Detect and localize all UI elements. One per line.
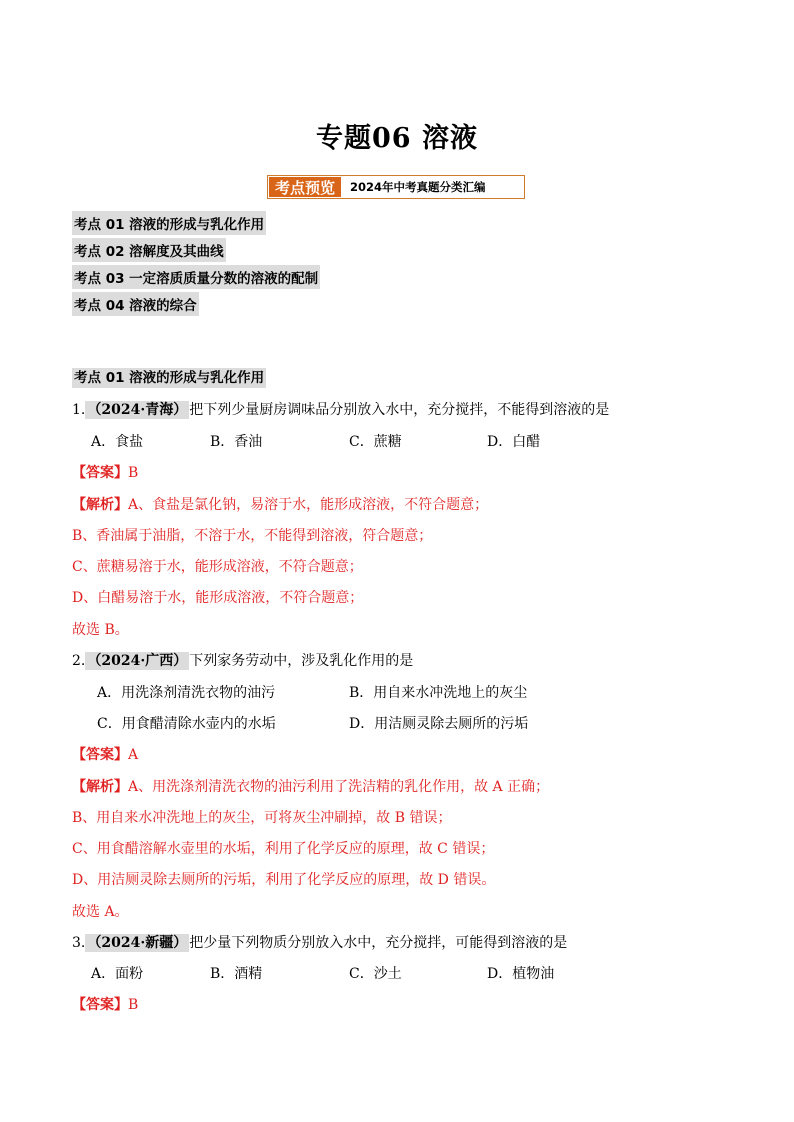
q3-option-b: B．酒精	[210, 966, 263, 982]
q1-analysis-1: A、食盐是氯化钠，易溶于水，能形成溶液，不符合题意；	[128, 497, 489, 513]
q3-source: （2024·新疆）	[87, 935, 188, 951]
q2-option-a: A．用洗涤剂清洗衣物的油污	[97, 685, 276, 701]
preview-banner	[267, 175, 525, 199]
q1-answer-line	[72, 462, 138, 482]
toc-item-3: 考点 03 一定溶质质量分数的溶液的配制	[72, 265, 320, 289]
q2-analysis-line-4: D、用洁厕灵除去厕所的污垢，利用了化学反应的原理，故 D 错误。	[72, 872, 496, 888]
q3-stem: 把少量下列物质分别放入水中，充分搅拌，可能得到溶液的是	[189, 935, 568, 951]
q1-number: 1.	[72, 402, 86, 418]
q2-analysis-1: A、用洗涤剂清洗衣物的油污利用了洗洁精的乳化作用，故 A 正确；	[128, 779, 550, 795]
q1-analysis-line-4: D、白醋易溶于水，能形成溶液，不符合题意；	[72, 590, 364, 606]
q3-stem-line	[72, 932, 567, 952]
q2-option-d: D．用洁厕灵除去厕所的污垢	[349, 716, 529, 732]
q2-analysis-line-2: B、用自来水冲洗地上的灰尘，可将灰尘冲刷掉，故 B 错误；	[72, 810, 452, 826]
section-heading: 考点 01 溶液的形成与乳化作用	[74, 370, 265, 386]
banner-text: 2024年中考真题分类汇编	[350, 180, 486, 194]
q1-conclusion: 故选 B。	[72, 622, 129, 638]
q2-stem: 下列家务劳动中，涉及乳化作用的是	[189, 653, 414, 669]
q3-option-c: C．沙土	[349, 966, 402, 982]
q2-conclusion: 故选 A。	[72, 904, 129, 920]
q1-answer: B	[128, 465, 139, 481]
q1-stem: 把下列少量厨房调味品分别放入水中，充分搅拌，不能得到溶液的是	[189, 402, 610, 418]
q1-answer-label: 【答案】	[72, 465, 128, 481]
q2-source: （2024·广西）	[87, 653, 188, 669]
q2-answer-label: 【答案】	[72, 747, 128, 763]
q1-analysis-line-1	[72, 494, 488, 514]
q3-answer-label: 【答案】	[72, 997, 128, 1013]
q1-option-a: A．食盐	[91, 434, 144, 450]
toc-item-1: 考点 01 溶液的形成与乳化作用	[72, 211, 266, 235]
page-title: 专题06 溶液	[316, 123, 478, 154]
banner-tag: 考点预览	[269, 177, 341, 197]
toc-item-2: 考点 02 溶解度及其曲线	[72, 238, 226, 262]
q2-option-b: B．用自来水冲洗地上的灰尘	[349, 685, 528, 701]
q3-number: 3.	[72, 935, 86, 951]
q3-answer: B	[128, 997, 139, 1013]
q2-stem-line	[72, 650, 413, 670]
q2-option-c: C．用食醋清除水壶内的水垢	[97, 716, 276, 732]
q2-answer: A	[128, 747, 139, 763]
q1-source: （2024·青海）	[87, 402, 188, 418]
q1-analysis-label: 【解析】	[72, 497, 128, 513]
toc-list	[72, 211, 320, 319]
q2-analysis-line-1	[72, 776, 549, 796]
q3-option-a: A．面粉	[91, 966, 144, 982]
section-heading-line	[72, 366, 266, 386]
q2-analysis-line-3: C、用食醋溶解水壶里的水垢，利用了化学反应的原理，故 C 错误；	[72, 841, 495, 857]
q3-answer-line	[72, 994, 138, 1014]
q1-analysis-line-3: C、蔗糖易溶于水，能形成溶液，不符合题意；	[72, 559, 363, 575]
q2-number: 2.	[72, 653, 86, 669]
q3-option-d: D．植物油	[487, 966, 555, 982]
q1-option-d: D．白醋	[487, 434, 541, 450]
q1-option-c: C．蔗糖	[349, 434, 402, 450]
q2-analysis-label: 【解析】	[72, 779, 128, 795]
q1-option-b: B．香油	[210, 434, 263, 450]
q2-answer-line	[72, 744, 138, 764]
q1-stem-line	[72, 399, 609, 419]
q1-analysis-line-2: B、香油属于油脂，不溶于水，不能得到溶液，符合题意；	[72, 528, 433, 544]
toc-item-4: 考点 04 溶液的综合	[72, 292, 199, 316]
